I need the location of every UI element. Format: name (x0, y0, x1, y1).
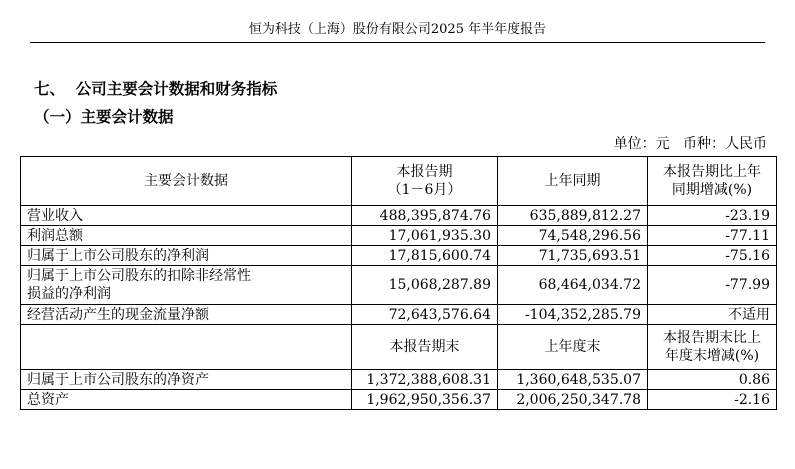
section-title: 七、 公司主要会计数据和财务指标 (34, 79, 278, 98)
row-label-line2: 损益的净利润 (27, 286, 111, 302)
row-label: 归属于上市公司股东的净利润 (21, 246, 352, 266)
row-current: 1,372,388,608.31 (352, 370, 498, 390)
header-period-end: 本报告期末 (352, 325, 498, 370)
header-current-period-line2: （1－6月） (387, 182, 462, 198)
unit-currency-line: 单位：元 币种：人民币 (613, 136, 767, 152)
header-change-year-end-line1: 本报告期末比上 (663, 330, 761, 346)
row-change: -23.19 (648, 206, 777, 226)
row-prior: 1,360,648,535.07 (498, 370, 648, 390)
table-row (21, 246, 777, 266)
row-label: 营业收入 (21, 206, 352, 226)
table-row (21, 305, 777, 325)
row-label: 总资产 (21, 390, 352, 410)
row-current: 15,068,287.89 (352, 266, 498, 305)
header-prior-year-end: 上年度末 (498, 325, 648, 370)
row-change: -2.16 (648, 390, 777, 410)
table-row (21, 226, 777, 246)
header-change (648, 157, 777, 206)
row-change: -75.16 (648, 246, 777, 266)
header-item: 主要会计数据 (21, 157, 352, 206)
row-label: 利润总额 (21, 226, 352, 246)
row-prior: -104,352,285.79 (498, 305, 648, 325)
sub-title: （一）主要会计数据 (34, 107, 174, 126)
row-prior: 2,006,250,347.78 (498, 390, 648, 410)
header-current-period (352, 157, 498, 206)
table-row (21, 370, 777, 390)
row-change: 0.86 (648, 370, 777, 390)
table-row (21, 390, 777, 410)
row-current: 17,061,935.30 (352, 226, 498, 246)
row-prior: 68,464,034.72 (498, 266, 648, 305)
row-prior: 635,889,812.27 (498, 206, 648, 226)
row-prior: 74,548,296.56 (498, 226, 648, 246)
row-label (21, 266, 352, 305)
header-change-line1: 本报告期比上年 (663, 164, 761, 180)
header-change-line2: 同期增减(%) (671, 182, 753, 198)
row-current: 72,643,576.64 (352, 305, 498, 325)
header-current-period-line1: 本报告期 (396, 164, 453, 180)
row-current: 488,395,874.76 (352, 206, 498, 226)
table-header-row (21, 325, 777, 370)
row-prior: 71,735,693.51 (498, 246, 648, 266)
header-item-blank (21, 325, 352, 370)
row-change: 不适用 (648, 305, 777, 325)
row-current: 1,962,950,356.37 (352, 390, 498, 410)
header-change-year-end-line2: 年度末增减(%) (664, 348, 760, 364)
table-row (21, 266, 777, 305)
accounting-data-table (20, 156, 777, 410)
row-current: 17,815,600.74 (352, 246, 498, 266)
row-label: 经营活动产生的现金流量净额 (21, 305, 352, 325)
header-change-year-end (648, 325, 777, 370)
table-row (21, 206, 777, 226)
page-header: 恒为科技（上海）股份有限公司2025 年半年度报告 (30, 18, 765, 43)
row-label: 归属于上市公司股东的净资产 (21, 370, 352, 390)
row-change: -77.11 (648, 226, 777, 246)
header-prior-period: 上年同期 (498, 157, 648, 206)
row-label-line1: 归属于上市公司股东的扣除非经常性 (27, 268, 251, 284)
row-change: -77.99 (648, 266, 777, 305)
table-header-row (21, 157, 777, 206)
